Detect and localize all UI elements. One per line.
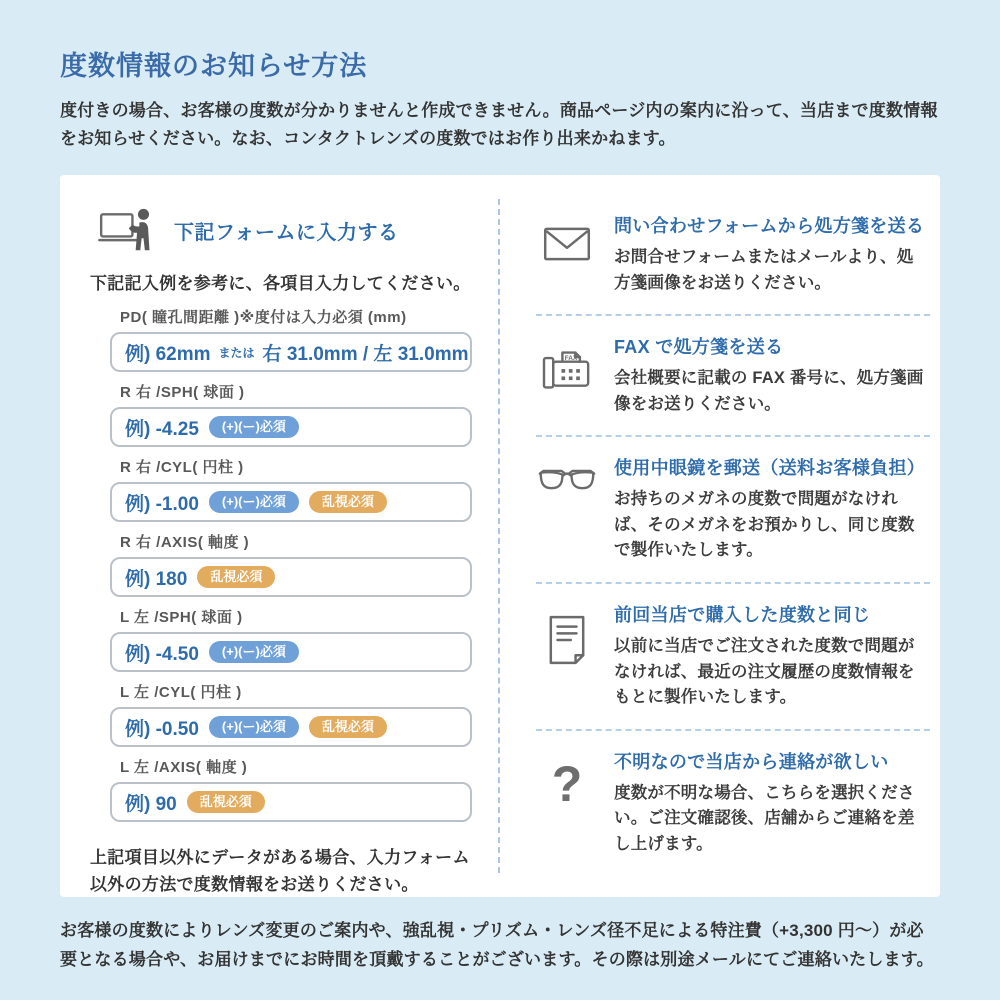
method-same-as-last-order bbox=[536, 588, 930, 725]
form-heading: 下記フォームに入力する bbox=[174, 221, 399, 244]
field-label-r-sph: R 右 /SPH( 球面 ) bbox=[120, 384, 245, 402]
method-unknown-contact-me bbox=[536, 735, 930, 872]
r-sph-example: 例) -4.25 bbox=[125, 418, 199, 440]
l-cyl-input[interactable] bbox=[110, 707, 472, 747]
method-body: 会社概要に記載の FAX 番号に、処方箋画像をお送りください。 bbox=[614, 369, 924, 413]
form-column bbox=[60, 199, 500, 895]
method-title: 不明なので当店から連絡が欲しい bbox=[614, 751, 889, 772]
dashed-divider bbox=[536, 435, 930, 437]
l-cyl-example: 例) -0.50 bbox=[125, 718, 199, 740]
method-fax bbox=[536, 320, 930, 431]
form-instruction: 下記記入例を参考に、各項目入力してください。 bbox=[90, 274, 471, 294]
astigmatism-required-badge: 乱視必須 bbox=[197, 566, 275, 588]
r-axis-input[interactable] bbox=[110, 557, 472, 597]
document-icon bbox=[536, 601, 598, 711]
field-label-l-sph: L 左 /SPH( 球面 ) bbox=[120, 609, 243, 627]
form-fields bbox=[110, 306, 472, 822]
glasses-icon bbox=[536, 454, 598, 564]
method-body: お問合せフォームまたはメールより、処方箋画像をお送りください。 bbox=[614, 248, 914, 292]
person-at-monitor-icon bbox=[98, 207, 154, 253]
plus-minus-required-badge: (+)(ー)必須 bbox=[209, 641, 299, 663]
method-title: FAX で処方箋を送る bbox=[614, 337, 784, 358]
pd-example-or: または bbox=[218, 345, 255, 360]
question-icon bbox=[536, 748, 598, 858]
astigmatism-required-badge: 乱視必須 bbox=[309, 491, 387, 513]
field-label-r-cyl: R 右 /CYL( 円柱 ) bbox=[120, 459, 244, 477]
r-axis-example: 例) 180 bbox=[125, 568, 188, 590]
fax-icon bbox=[536, 333, 598, 417]
question-glyph: ? bbox=[551, 755, 583, 812]
r-cyl-input[interactable] bbox=[110, 482, 472, 522]
dashed-divider bbox=[536, 729, 930, 731]
svg-text:FAX: FAX bbox=[564, 355, 578, 363]
methods-column bbox=[500, 199, 940, 873]
l-axis-input[interactable] bbox=[110, 782, 472, 822]
method-body: お持ちのメガネの度数で問題がなければ、そのメガネをお預かりし、同じ度数で製作いたします。 bbox=[614, 490, 915, 560]
pd-example: 例) 62mm bbox=[125, 343, 211, 365]
astigmatism-required-badge: 乱視必須 bbox=[187, 791, 265, 813]
method-title: 問い合わせフォームから処方箋を送る bbox=[614, 216, 925, 237]
field-label-pd: PD( 瞳孔間距離 )※度付は入力必須 (mm) bbox=[120, 309, 407, 327]
form-note: 上記項目以外にデータがある場合、入力フォーム以外の方法で度数情報をお送りください。 bbox=[90, 848, 470, 895]
method-title: 使用中眼鏡を郵送（送料お客様負担） bbox=[614, 458, 926, 479]
info-card bbox=[60, 175, 940, 897]
intro-text: 度付きの場合、お客様の度数が分かりませんと作成できません。商品ページ内の案内に沿って、当店まで度数情報をお知らせください。なお、コンタクトレンズの度数ではお作り出来かねます。 bbox=[60, 101, 938, 149]
r-sph-input[interactable] bbox=[110, 407, 472, 447]
l-sph-input[interactable] bbox=[110, 632, 472, 672]
dashed-divider bbox=[536, 314, 930, 316]
envelope-icon bbox=[536, 212, 598, 296]
plus-minus-required-badge: (+)(ー)必須 bbox=[209, 491, 299, 513]
method-title: 前回当店で購入した度数と同じ bbox=[614, 605, 871, 626]
pd-example-rest: 右 31.0mm / 左 31.0mm bbox=[262, 343, 469, 365]
dashed-divider bbox=[536, 582, 930, 584]
field-label-l-cyl: L 左 /CYL( 円柱 ) bbox=[120, 684, 242, 702]
field-label-l-axis: L 左 /AXIS( 軸度 ) bbox=[120, 759, 248, 777]
astigmatism-required-badge: 乱視必須 bbox=[309, 716, 387, 738]
form-header bbox=[98, 207, 472, 253]
r-cyl-example: 例) -1.00 bbox=[125, 493, 199, 515]
method-contact-form bbox=[536, 199, 930, 310]
l-sph-example: 例) -4.50 bbox=[125, 643, 199, 665]
method-body: 以前に当店でご注文された度数で問題がなければ、最近の注文履歴の度数情報をもとに製作いたします。 bbox=[614, 637, 915, 707]
method-body: 度数が不明な場合、こちらを選択ください。ご注文確認後、店舗からご連絡を差し上げます。 bbox=[614, 783, 915, 853]
l-axis-example: 例) 90 bbox=[125, 793, 177, 815]
method-mail-glasses bbox=[536, 441, 930, 578]
pd-input[interactable] bbox=[110, 332, 472, 372]
footer-note: お客様の度数によりレンズ変更のご案内や、強乱視・プリズム・レンズ径不足による特注費（+3,300 円～）が必要となる場合や、お届けまでにお時間を頂戴することがございます。その際は別途メールにてご連絡いたします。 bbox=[60, 921, 934, 969]
page-title: 度数情報のお知らせ方法 bbox=[60, 51, 368, 81]
plus-minus-required-badge: (+)(ー)必須 bbox=[209, 416, 299, 438]
field-label-r-axis: R 右 /AXIS( 軸度 ) bbox=[120, 534, 250, 552]
plus-minus-required-badge: (+)(ー)必須 bbox=[209, 716, 299, 738]
